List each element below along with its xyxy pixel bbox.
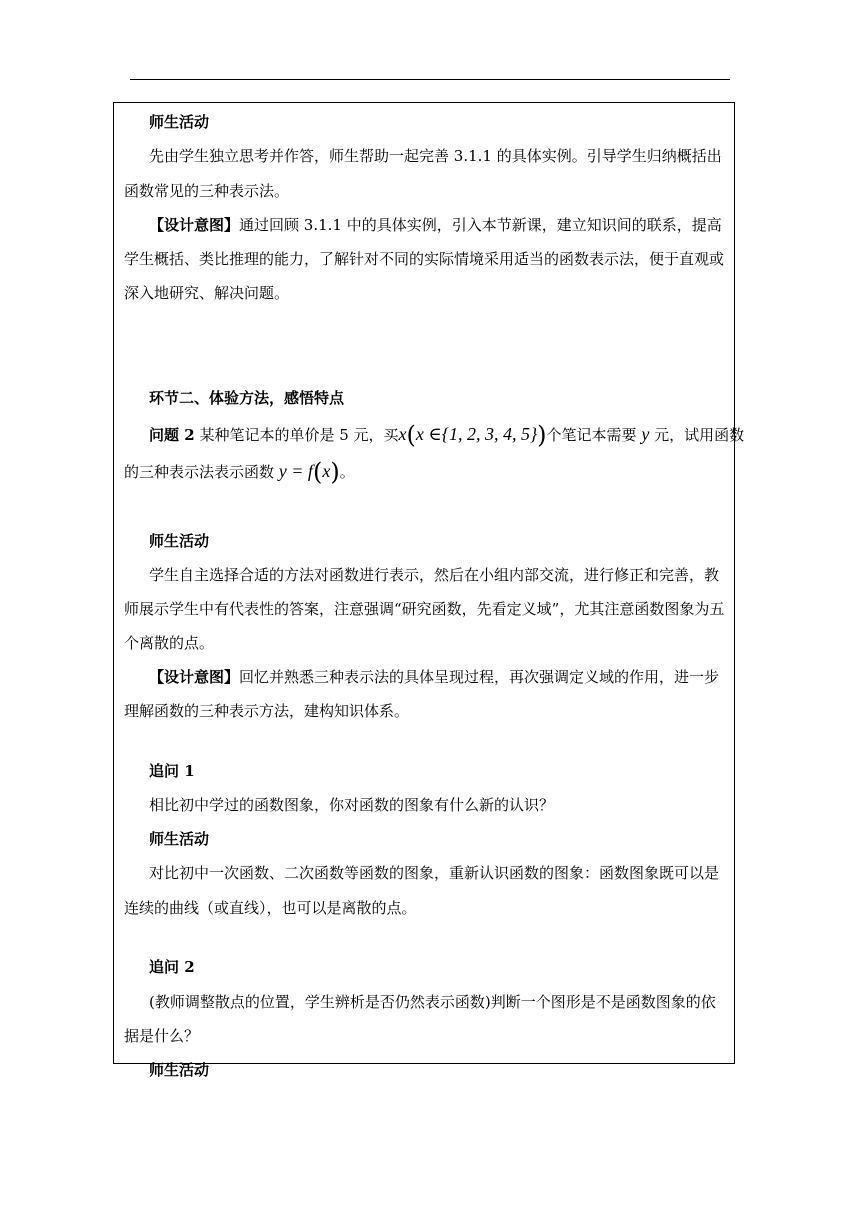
activity-heading-1: 师生活动 [149,113,210,131]
math-close-paren: ) [537,421,547,449]
activity-heading-2: 师生活动 [149,532,210,550]
follow-up-2-heading: 追问 2 [149,958,195,976]
design-intent-1-line2: 学生概括、类比推理的能力，了解针对不同的实际情境采用适当的函数表示法，便于直观或 [124,250,725,268]
page-header-rule [130,79,730,80]
activity-text-2-line1: 学生自主选择合适的方法对函数进行表示，然后在小组内部交流，进行修正和完善，教 [149,566,720,584]
activity-text-2-line3: 个离散的点。 [124,634,215,652]
lesson-table-cell [113,102,745,1079]
follow-up-1-heading: 追问 1 [149,762,195,780]
follow-up-2-question-line2: 据是什么？ [124,1027,200,1045]
question-2-label: 问题 2 [149,426,195,444]
math-y-equals-f: y = f [278,461,313,481]
math-x-2: x [322,461,331,481]
question-2-text-a: 某种笔记本的单价是 5 元，买 [199,426,399,444]
math-open-paren-2: ( [312,458,323,486]
math-set: {1, 2, 3, 4, 5} [441,424,538,444]
design-intent-1-line1 [149,215,722,235]
activity-text-3-line2: 连续的曲线（或直线），也可以是离散的点。 [124,899,417,917]
question-2-line1 [149,421,744,448]
math-open-paren: ( [406,421,416,449]
follow-up-2-question-line1: (教师调整散点的位置，学生辨析是否仍然表示函数)判断一个图形是不是函数图象的依 [149,993,716,1011]
activity-text-1-line2: 函数常见的三种表示法。 [124,182,290,200]
activity-heading-3: 师生活动 [149,830,210,848]
activity-text-3-line1: 对比初中一次函数、二次函数等函数的图象，重新认识函数的图象：函数图象既可以是 [149,864,720,882]
math-element-of: x ∈ [415,424,442,444]
design-intent-tag: 【设计意图】 [149,216,240,234]
math-y: y [641,424,650,444]
activity-text-1-line1: 先由学生独立思考并作答，师生帮助一起完善 3.1.1 的具体实例。引导学生归纳概括出 [149,147,722,165]
follow-up-1-question: 相比初中学过的函数图象，你对函数的图象有什么新的认识？ [149,796,555,814]
math-x: x [398,424,407,444]
question-2-text-c: 元，试用函数 [654,426,745,444]
question-2-line2-text: 的三种表示法表示函数 [124,463,275,481]
design-intent-tag-2: 【设计意图】 [149,668,240,686]
math-close-paren-2: ) [330,458,340,486]
design-intent-text-2: 回忆并熟悉三种表示法的具体呈现过程，再次强调定义域的作用，进一步 [239,668,720,686]
question-2-period: 。 [339,463,355,481]
design-intent-1-line3: 深入地研究、解决问题。 [124,284,290,302]
design-intent-text: 通过回顾 3.1.1 中的具体实例，引入本节新课，建立知识间的联系，提高 [239,216,722,234]
design-intent-2-line1 [149,667,719,687]
activity-heading-4: 师生活动 [149,1061,210,1079]
question-2-line2 [124,458,355,485]
question-2-text-b: 个笔记本需要 [546,426,637,444]
activity-text-2-line2: 师展示学生中有代表性的答案，注意强调“研究函数，先看定义域”，尤其注意函数图象为五 [124,600,725,618]
section-2-heading: 环节二、体验方法，感悟特点 [149,389,345,407]
design-intent-2-line2: 理解函数的三种表示方法，建构知识体系。 [124,702,410,720]
